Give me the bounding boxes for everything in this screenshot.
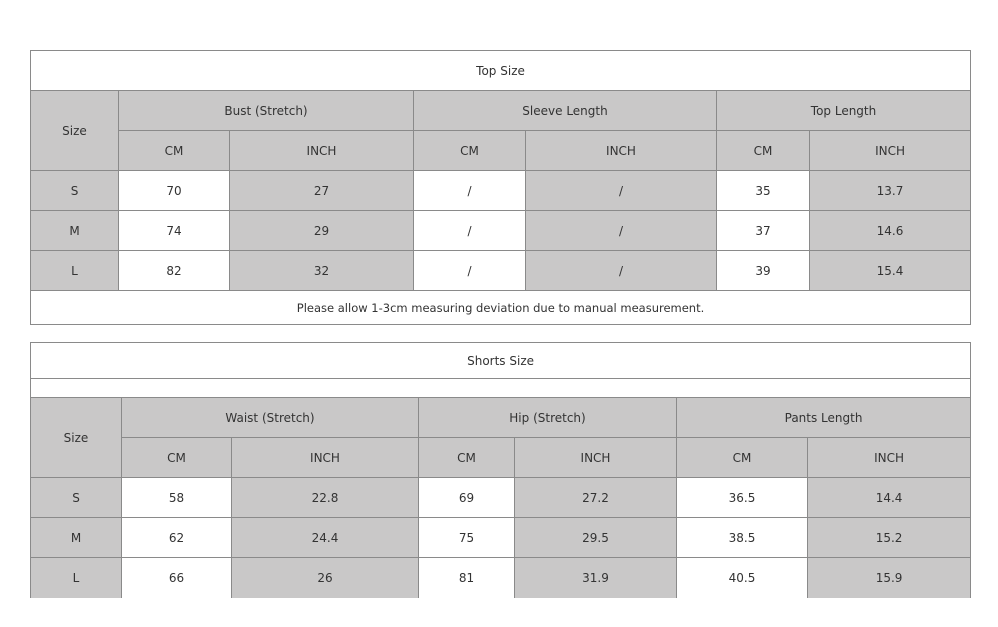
- size-cell: L: [31, 558, 122, 598]
- value-cell: 13.7: [810, 171, 971, 211]
- group-header: Bust (Stretch): [119, 91, 414, 131]
- group-header: Waist (Stretch): [122, 398, 419, 438]
- value-cell: 15.2: [808, 518, 971, 558]
- table-title: Top Size: [31, 51, 971, 91]
- size-cell: M: [31, 211, 119, 251]
- value-cell: 74: [119, 211, 230, 251]
- unit-header: INCH: [232, 438, 419, 478]
- table-row: [31, 211, 971, 251]
- size-cell: S: [31, 478, 122, 518]
- value-cell: 14.6: [810, 211, 971, 251]
- value-cell: 31.9: [515, 558, 677, 598]
- unit-header: CM: [414, 131, 526, 171]
- blank-row: [31, 379, 971, 398]
- value-cell: 70: [119, 171, 230, 211]
- size-cell: M: [31, 518, 122, 558]
- size-column-header: Size: [31, 91, 119, 171]
- value-cell: /: [526, 211, 717, 251]
- group-header: Pants Length: [677, 398, 971, 438]
- unit-header: INCH: [230, 131, 414, 171]
- value-cell: 24.4: [232, 518, 419, 558]
- value-cell: 66: [122, 558, 232, 598]
- table-row: [31, 171, 971, 211]
- unit-header: CM: [677, 438, 808, 478]
- unit-header: CM: [119, 131, 230, 171]
- value-cell: 35: [717, 171, 810, 211]
- value-cell: 75: [419, 518, 515, 558]
- value-cell: 22.8: [232, 478, 419, 518]
- shorts-size-table: [30, 342, 971, 598]
- value-cell: 36.5: [677, 478, 808, 518]
- value-cell: 38.5: [677, 518, 808, 558]
- size-column-header: Size: [31, 398, 122, 478]
- table-row: [31, 478, 971, 518]
- group-header: Sleeve Length: [414, 91, 717, 131]
- value-cell: 82: [119, 251, 230, 291]
- unit-header: INCH: [808, 438, 971, 478]
- value-cell: 40.5: [677, 558, 808, 598]
- value-cell: 15.4: [810, 251, 971, 291]
- group-header: Hip (Stretch): [419, 398, 677, 438]
- value-cell: /: [526, 171, 717, 211]
- value-cell: 27: [230, 171, 414, 211]
- table-row: [31, 251, 971, 291]
- value-cell: 29: [230, 211, 414, 251]
- value-cell: 62: [122, 518, 232, 558]
- measurement-note: Please allow 1-3cm measuring deviation due to manual measurement.: [31, 291, 971, 325]
- value-cell: 32: [230, 251, 414, 291]
- unit-header: INCH: [810, 131, 971, 171]
- value-cell: 26: [232, 558, 419, 598]
- value-cell: 37: [717, 211, 810, 251]
- value-cell: /: [414, 171, 526, 211]
- table-row: [31, 518, 971, 558]
- size-cell: S: [31, 171, 119, 211]
- top-size-table: [30, 50, 971, 325]
- unit-header: INCH: [515, 438, 677, 478]
- group-header: Top Length: [717, 91, 971, 131]
- value-cell: 29.5: [515, 518, 677, 558]
- table-title: Shorts Size: [31, 343, 971, 379]
- value-cell: 69: [419, 478, 515, 518]
- value-cell: /: [414, 251, 526, 291]
- value-cell: 27.2: [515, 478, 677, 518]
- unit-header: CM: [122, 438, 232, 478]
- value-cell: 81: [419, 558, 515, 598]
- value-cell: 15.9: [808, 558, 971, 598]
- value-cell: 14.4: [808, 478, 971, 518]
- unit-header: CM: [419, 438, 515, 478]
- unit-header: CM: [717, 131, 810, 171]
- value-cell: /: [414, 211, 526, 251]
- value-cell: 58: [122, 478, 232, 518]
- unit-header: INCH: [526, 131, 717, 171]
- value-cell: /: [526, 251, 717, 291]
- table-row: [31, 558, 971, 598]
- value-cell: 39: [717, 251, 810, 291]
- size-cell: L: [31, 251, 119, 291]
